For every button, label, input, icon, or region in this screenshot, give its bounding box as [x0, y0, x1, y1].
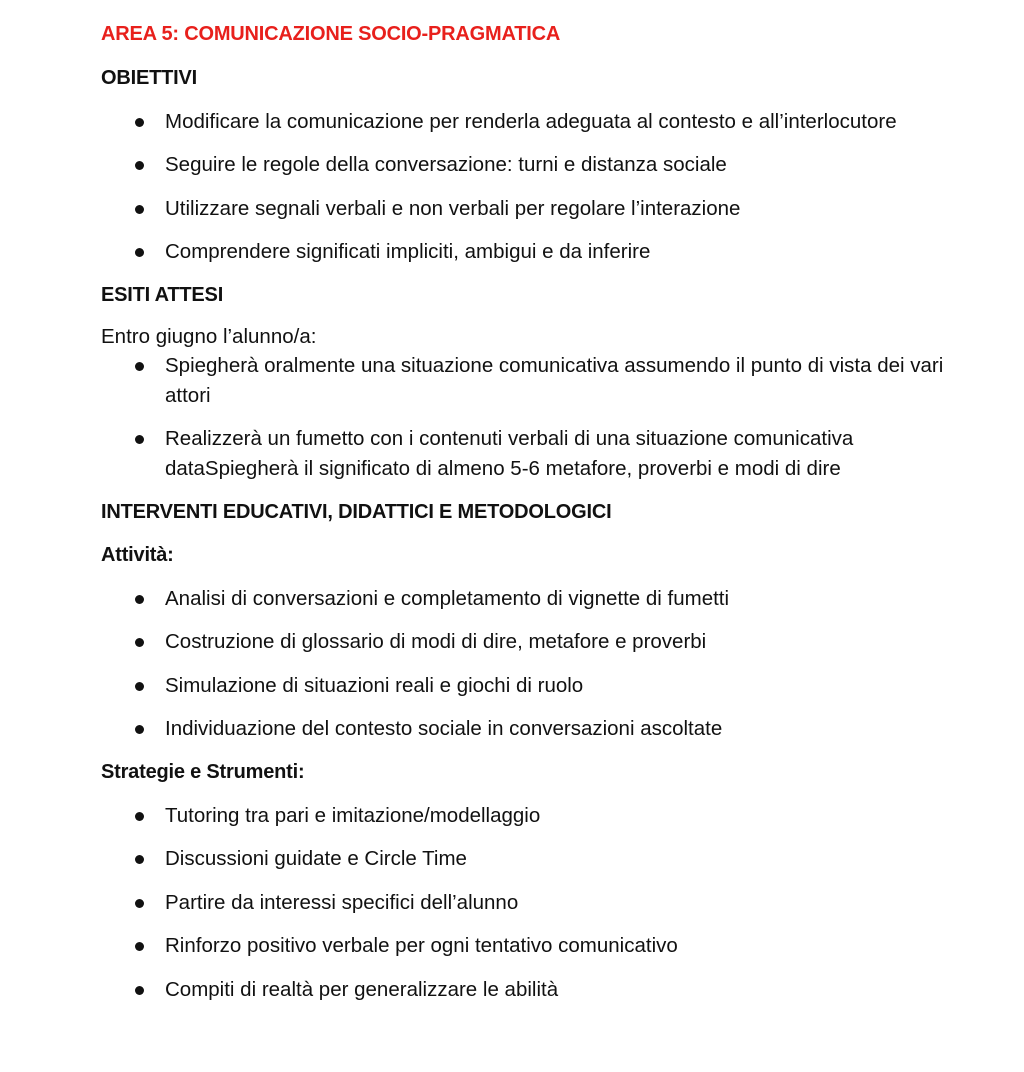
expected-outcomes-heading: ESITI ATTESI: [101, 284, 224, 306]
area-title: AREA 5: COMUNICAZIONE SOCIO-PRAGMATICA: [101, 23, 561, 45]
list-item-text: Rinforzo positivo verbale per ogni tentativo comunicativo: [165, 934, 678, 957]
bullet-icon: [135, 725, 144, 734]
bullet-icon: [135, 812, 144, 821]
strategies-heading: Strategie e Strumenti:: [101, 761, 305, 783]
expected-outcomes-intro: Entro giugno l’alunno/a:: [101, 325, 317, 348]
bullet-icon: [135, 161, 144, 170]
list-item-text: Simulazione di situazioni reali e giochi di ruolo: [165, 674, 584, 697]
bullet-icon: [135, 118, 144, 127]
list-item-text: Discussioni guidate e Circle Time: [165, 847, 467, 870]
list-item-text: Comprendere significati impliciti, ambigui e da inferire: [165, 240, 651, 263]
objectives-heading: OBIETTIVI: [101, 67, 197, 89]
bullet-icon: [135, 855, 144, 864]
bullet-icon: [135, 595, 144, 604]
list-item-text: Seguire le regole della conversazione: turni e distanza sociale: [165, 153, 727, 176]
bullet-icon: [135, 682, 144, 691]
list-item-text: Compiti di realtà per generalizzare le abilità: [165, 978, 559, 1001]
bullet-icon: [135, 248, 144, 257]
bullet-icon: [135, 899, 144, 908]
bullet-icon: [135, 435, 144, 444]
bullet-icon: [135, 205, 144, 214]
list-item-text: Partire da interessi specifici dell’alunno: [165, 891, 519, 914]
list-item-text: Analisi di conversazioni e completamento di vignette di fumetti: [165, 587, 730, 610]
list-item-text: Modificare la comunicazione per renderla adeguata al contesto e all’interlocutore: [165, 110, 897, 133]
list-item-text: Individuazione del contesto sociale in conversazioni ascoltate: [165, 717, 723, 740]
list-item-text: Spiegherà oralmente una situazione comunicativa assumendo il punto di vista dei vari attori: [165, 354, 944, 407]
bullet-icon: [135, 638, 144, 647]
list-item-text: Realizzerà un fumetto con i contenuti verbali di una situazione comunicativa dataSpiegherà il significato di almeno 5-6 metafore, proverbi e modi di dire: [165, 427, 854, 480]
bullet-icon: [135, 986, 144, 995]
bullet-icon: [135, 942, 144, 951]
list-item-text: Costruzione di glossario di modi di dire, metafore e proverbi: [165, 630, 707, 653]
list-item-text: Utilizzare segnali verbali e non verbali per regolare l’interazione: [165, 197, 741, 220]
activities-heading: Attività:: [101, 544, 174, 566]
bullet-icon: [135, 362, 144, 371]
list-item-text: Tutoring tra pari e imitazione/modellaggio: [165, 804, 541, 827]
interventions-heading: INTERVENTI EDUCATIVI, DIDATTICI E METODOLOGICI: [101, 501, 612, 523]
